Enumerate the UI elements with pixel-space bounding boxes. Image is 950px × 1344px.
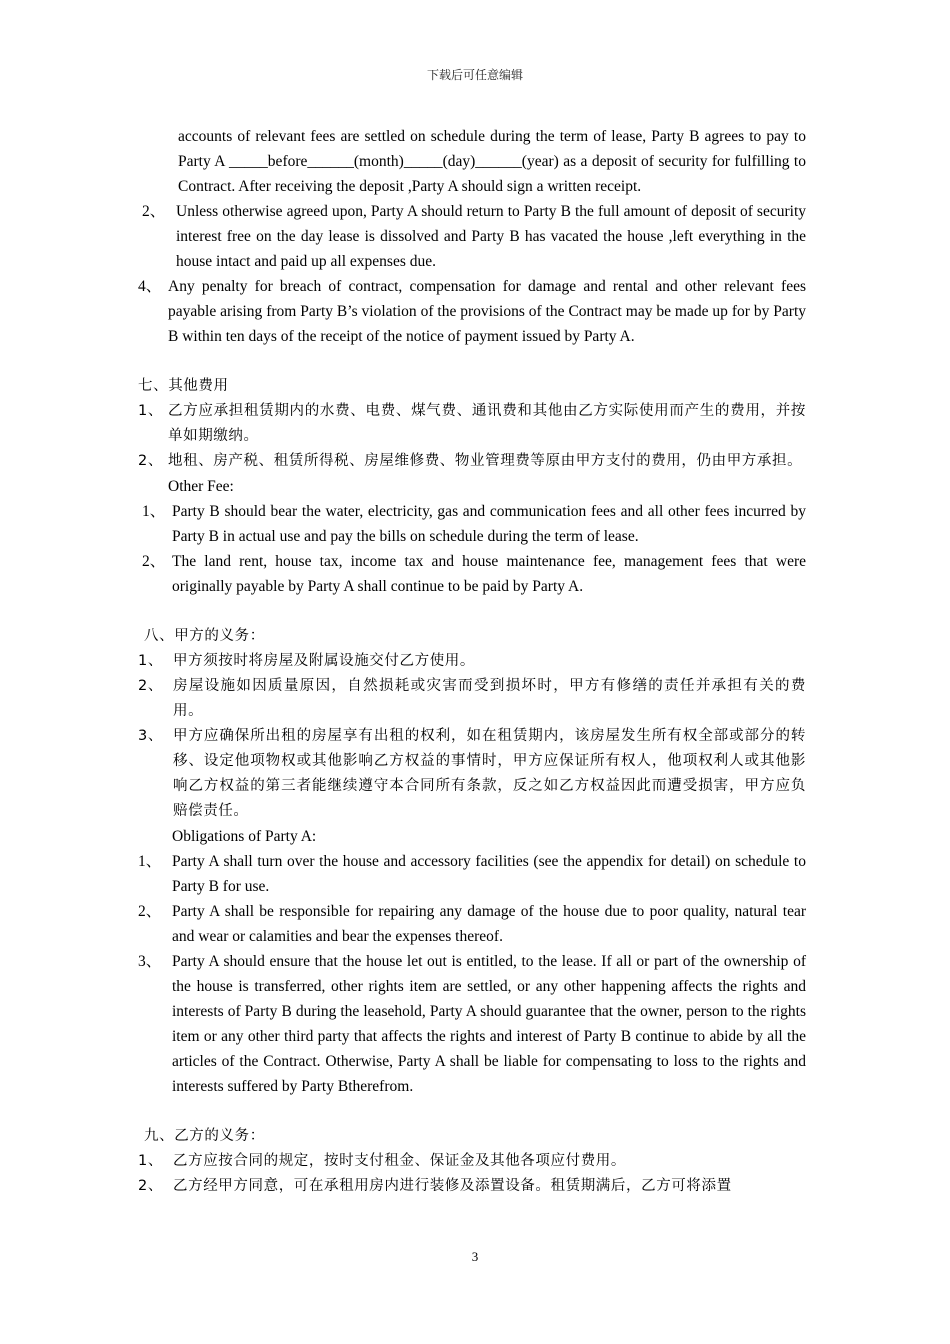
list-item bbox=[138, 899, 806, 949]
item-number: 2、 bbox=[142, 203, 166, 220]
item-number: 2、 bbox=[142, 553, 166, 570]
item-number: 3、 bbox=[138, 953, 162, 970]
item-number: 2、 bbox=[138, 453, 163, 469]
paragraph-text: Party A should ensure that the house let out is entitled, to the lease. If all or part of the ownership of the house is transferred, other rights item are settled, or any other happening affects the rights and interests of Party B during the leasehold, Party A should guarantee that the owner, person to the rights item or any other third party that affects the rights and interest of Party B continue to abide by all the articles of the Contract. Otherwise, Party A shall be liable for compensating to loss to the rights and interests suffered by Party Btherefrom. bbox=[172, 953, 806, 1095]
page-number: 3 bbox=[471, 1249, 479, 1264]
paragraph-text: 乙方应按合同的规定，按时支付租金、保证金及其他各项应付费用。 bbox=[173, 1153, 626, 1169]
paragraph-text: 乙方经甲方同意，可在承租用房内进行装修及添置设备。租赁期满后，乙方可将添置 bbox=[173, 1178, 732, 1194]
list-item bbox=[138, 649, 806, 674]
paragraph-text: 乙方应承担租赁期内的水费、电费、煤气费、通讯费和其他由乙方实际使用而产生的费用，并按单如期缴纳。 bbox=[168, 403, 806, 444]
paragraph-text: Party B should bear the water, electricity, gas and communication fees and all other fees incurred by Party B in actual use and pay the bills on schedule during the term of lease. bbox=[172, 503, 806, 545]
list-item bbox=[138, 449, 806, 474]
document-body bbox=[138, 124, 806, 1199]
list-item bbox=[138, 724, 806, 824]
deposit-clause-continued bbox=[138, 124, 806, 199]
item-number: 2、 bbox=[138, 678, 163, 694]
deposit-return-clause bbox=[138, 199, 806, 274]
list-item bbox=[138, 1174, 806, 1199]
item-number: 4、 bbox=[138, 278, 162, 295]
section-title-party-b-obligations: 九、乙方的义务： bbox=[144, 1128, 265, 1144]
paragraph-text: The land rent, house tax, income tax and house maintenance fee, management fees that were originally payable by Party A shall continue to be paid by Party A. bbox=[172, 553, 806, 595]
item-number: 2、 bbox=[138, 1178, 163, 1194]
list-item bbox=[138, 674, 806, 724]
paragraph-text: 甲方应确保所出租的房屋享有出租的权利，如在租赁期内，该房屋发生所有权全部或部分的转移、设定他项物权或其他影响乙方权益的事情时，甲方应保证所有权人，他项权利人或其他影响乙方权益的第三者能继续遵守本合同所有条款，反之如乙方权益因此而遭受损害，甲方应负赔偿责任。 bbox=[173, 728, 806, 819]
item-number: 1、 bbox=[142, 503, 166, 520]
item-number: 1、 bbox=[138, 853, 162, 870]
list-item bbox=[138, 399, 806, 449]
paragraph-text: 地租、房产税、租赁所得税、房屋维修费、物业管理费等原由甲方支付的费用，仍由甲方承担。 bbox=[168, 453, 803, 469]
paragraph-text: Unless otherwise agreed upon, Party A should return to Party B the full amount of deposit of security interest free on the day lease is dissolved and Party B has vacated the house ,left everything in the house intact and paid up all expenses due. bbox=[176, 203, 806, 270]
paragraph-text: 房屋设施如因质量原因，自然损耗或灾害而受到损坏时，甲方有修缮的责任并承担有关的费用。 bbox=[173, 678, 806, 719]
list-item bbox=[138, 949, 806, 1099]
page-header: 下载后可任意编辑 bbox=[426, 68, 523, 82]
item-number: 1、 bbox=[138, 653, 163, 669]
item-number: 2、 bbox=[138, 903, 162, 920]
list-item bbox=[138, 1149, 806, 1174]
subsection-title-other-fee: Other Fee: bbox=[168, 478, 234, 495]
list-item bbox=[138, 849, 806, 899]
subsection-title-obligations-a: Obligations of Party A: bbox=[172, 828, 317, 845]
paragraph-text: Party A shall be responsible for repairing any damage of the house due to poor quality, natural tear and wear or calamities and bear the expenses thereof. bbox=[172, 903, 806, 945]
penalty-clause bbox=[138, 274, 806, 349]
paragraph-text: Party A shall turn over the house and accessory facilities (see the appendix for detail) on schedule to Party B for use. bbox=[172, 853, 806, 895]
list-item bbox=[138, 499, 806, 549]
section-title-party-a-obligations: 八、甲方的义务： bbox=[144, 628, 265, 644]
item-number: 1、 bbox=[138, 1153, 163, 1169]
paragraph-text: accounts of relevant fees are settled on schedule during the term of lease, Party B agrees to pay to Party A _____before______(month)_____(day)______(year) as a deposit of security for fulfilling to Contract. After receiving the deposit ,Party A should sign a written receipt. bbox=[178, 128, 806, 195]
item-number: 1、 bbox=[138, 403, 163, 419]
item-number: 3、 bbox=[138, 728, 163, 744]
paragraph-text: 甲方须按时将房屋及附属设施交付乙方使用。 bbox=[173, 653, 475, 669]
list-item bbox=[138, 549, 806, 599]
paragraph-text: Any penalty for breach of contract, compensation for damage and rental and other relevant fees payable arising from Party B’s violation of the provisions of the Contract may be made up for by Party B within ten days of the receipt of the notice of payment issued by Party A. bbox=[168, 278, 806, 345]
section-title-other-fees: 七、其他费用 bbox=[138, 378, 229, 394]
